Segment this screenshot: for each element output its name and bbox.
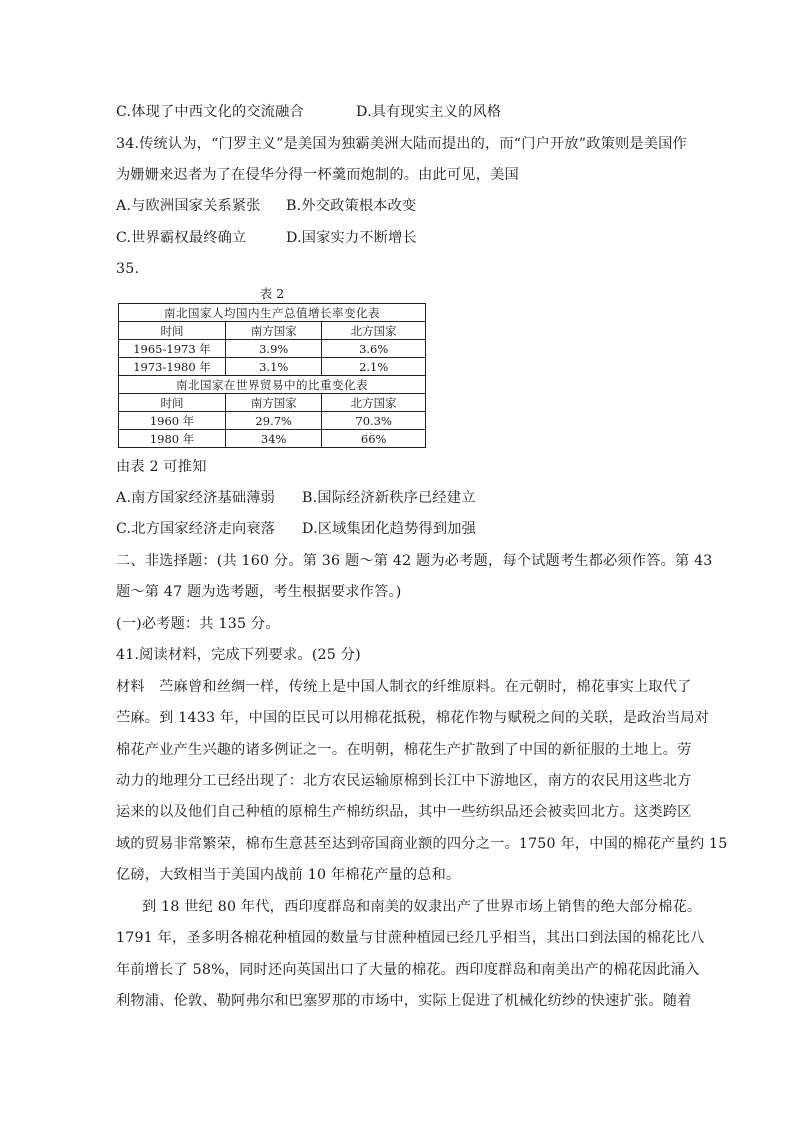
table-row: [119, 340, 426, 358]
table-header-cell: 北方国家: [322, 394, 426, 412]
table-cell: 3.6%: [322, 340, 426, 358]
q35-option-a: A.南方国家经济基础薄弱: [116, 490, 276, 506]
q34-stem-line1: 34.传统认为，“门罗主义”是美国为独霸美洲大陆而提出的，而“门户开放”政策则是美国作: [116, 136, 687, 152]
table1-header-row: [119, 322, 426, 340]
material-p1-line: 亿磅，大致相当于美国内战前 10 年棉花产量的总和。: [116, 867, 461, 883]
q35-options-cd: [116, 519, 476, 539]
q35-option-c: C.北方国家经济走向衰落: [116, 521, 276, 537]
q34-options-ab: [116, 196, 416, 216]
table-header-cell: 北方国家: [322, 322, 426, 340]
table2-header-row: [119, 394, 426, 412]
table-title: 表 2: [259, 286, 285, 301]
q33-option-d: D.具有现实主义的风格: [356, 104, 502, 120]
table-cell: 1960 年: [119, 412, 226, 430]
q35-stem: 由表 2 可推知: [116, 459, 207, 475]
table-header-cell: 时间: [119, 322, 226, 340]
table2-caption: 南北国家在世界贸易中的比重变化表: [119, 376, 426, 394]
q35-number: 35.: [116, 261, 140, 277]
section2-heading-line1: 二、非选择题：(共 160 分。第 36 题～第 42 题为必考题，每个试题考生都必须作答。第 43: [116, 553, 713, 569]
table-cell: 2.1%: [322, 358, 426, 376]
table-row: [119, 430, 426, 448]
table-cell: 3.1%: [226, 358, 322, 376]
q33-options-cd: [116, 102, 501, 122]
table1-caption: 南北国家人均国内生产总值增长率变化表: [119, 304, 426, 322]
q34-option-d: D.国家实力不断增长: [286, 230, 417, 246]
table-cell: 3.9%: [226, 340, 322, 358]
q34-stem-line2: 为姗姗来迟者为了在侵华分得一杯羹而炮制的。由此可见，美国: [116, 167, 519, 183]
q33-option-c: C.体现了中西文化的交流融合: [116, 104, 304, 120]
q34-option-b: B.外交政策根本改变: [286, 198, 417, 214]
q35-option-b: B.国际经济新秩序已经建立: [302, 490, 476, 506]
table-header-cell: 南方国家: [226, 394, 322, 412]
material-p1-line: 运来的以及他们自己种植的原棉生产棉纺织品，其中一些纺织品还会被卖回北方。这类跨区: [116, 804, 692, 820]
material-p2-line: 年前增长了 58%，同时还向英国出口了大量的棉花。西印度群岛和南美出产的棉花因此涌入: [116, 962, 700, 978]
material-p1-line: 材料 苎麻曾和丝绸一样，传统上是中国人制衣的纤维原料。在元朝时，棉花事实上取代了: [116, 679, 692, 695]
data-table: [118, 303, 426, 448]
material-p2-line: 到 18 世纪 80 年代，西印度群岛和南美的奴隶出产了世界市场上销售的绝大部分棉花。: [142, 899, 702, 915]
material-p2-line: 利物浦、伦敦、勒阿弗尔和巴塞罗那的市场中，实际上促进了机械化纺纱的快速扩张。随着: [116, 993, 692, 1009]
material-p1-line: 棉花产业产生兴趣的诸多例证之一。在明朝，棉花生产扩散到了中国的新征服的土地上。劳: [116, 742, 692, 758]
table-cell: 1980 年: [119, 430, 226, 448]
material-p1-line: 域的贸易非常繁荣，棉布生意甚至达到帝国商业额的四分之一。1750 年，中国的棉花产量约 15: [116, 836, 728, 852]
material-p1-line: 苎麻。到 1433 年，中国的臣民可以用棉花抵税，棉花作物与赋税之间的关联，是政治当局对: [116, 710, 710, 726]
q34-options-cd: [116, 228, 417, 248]
table-header-cell: 南方国家: [226, 322, 322, 340]
q41-title: 41.阅读材料，完成下列要求。(25 分): [116, 647, 361, 663]
table-header-cell: 时间: [119, 394, 226, 412]
table-cell: 34%: [226, 430, 322, 448]
table1-caption-row: [119, 304, 426, 322]
q35-option-d: D.区域集团化趋势得到加强: [302, 521, 477, 537]
material-p1-line: 动力的地理分工已经出现了：北方农民运输原棉到长江中下游地区，南方的农民用这些北方: [116, 773, 692, 789]
q34-option-c: C.世界霸权最终确立: [116, 230, 247, 246]
table-cell: 1965-1973 年: [119, 340, 226, 358]
table2-caption-row: [119, 376, 426, 394]
table-cell: 66%: [322, 430, 426, 448]
table-cell: 29.7%: [226, 412, 322, 430]
table-row: [119, 358, 426, 376]
material-p2-line: 1791 年，圣多明各棉花种植园的数量与甘蔗种植园已经几乎相当，其出口到法国的棉花比八: [116, 930, 705, 946]
q35-options-ab: [116, 488, 476, 508]
table-row: [119, 412, 426, 430]
q34-option-a: A.与欧洲国家关系紧张: [116, 198, 261, 214]
table-cell: 1973-1980 年: [119, 358, 226, 376]
table-cell: 70.3%: [322, 412, 426, 430]
section2-heading-line2: 题～第 47 题为选考题，考生根据要求作答。): [116, 584, 402, 600]
required-questions-note: (一)必考题：共 135 分。: [116, 616, 280, 632]
